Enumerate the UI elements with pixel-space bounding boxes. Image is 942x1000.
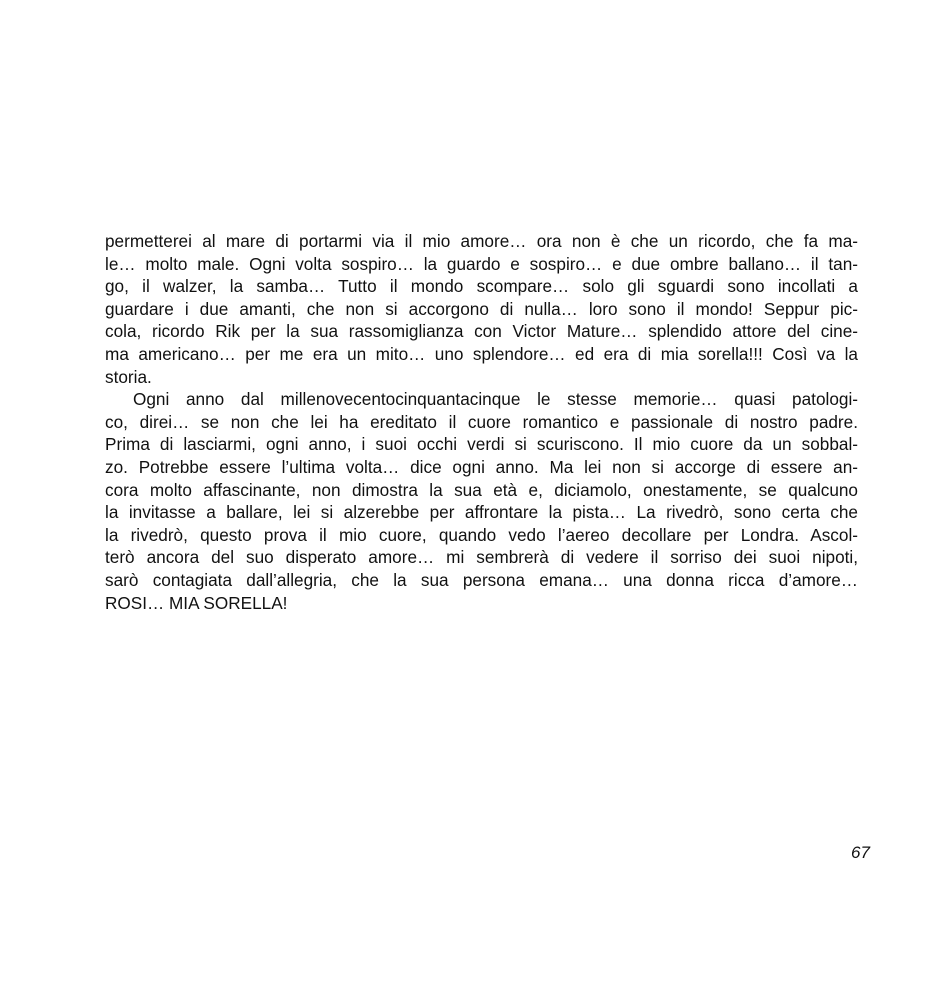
text-line: permetterei al mare di portarmi via il mio amore… ora non è che un ricordo, che fa ma- (105, 231, 858, 251)
text-line: Prima di lasciarmi, ogni anno, i suoi occhi verdi si scuriscono. Il mio cuore da un sobbal- (105, 434, 858, 455)
text-line: le… molto male. Ogni volta sospiro… la guardo e sospiro… e due ombre ballano… il tan- (105, 253, 858, 274)
text-line: la rivedrò, questo prova il mio cuore, quando vedo l’aereo decollare per Londra. Ascol- (105, 524, 858, 545)
text-line: storia. (105, 366, 152, 387)
text-line: sarò contagiata dall’allegria, che la sua persona emana… una donna ricca d’amore… (105, 569, 858, 590)
text-line: guardare i due amanti, che non si accorgono di nulla… loro sono il mondo! Seppur pic- (105, 298, 858, 319)
text-line: cola, ricordo Rik per la sua rassomiglianza con Victor Mature… splendido attore del cine- (105, 321, 858, 342)
text-line: ROSI… MIA SORELLA! (105, 592, 288, 613)
text-line: cora molto affascinante, non dimostra la sua età e, diciamolo, onestamente, se qualcuno (105, 479, 858, 500)
body-text (105, 230, 858, 614)
page-number: 67 (851, 843, 870, 862)
text-line: la invitasse a ballare, lei si alzerebbe per affrontare la pista… La rivedrò, sono certa che (105, 502, 858, 523)
text-line: co, direi… se non che lei ha ereditato il cuore romantico e passionale di nostro padre. (105, 411, 858, 432)
text-line: go, il walzer, la samba… Tutto il mondo scompare… solo gli sguardi sono incollati a (105, 276, 858, 297)
paragraph-first-line: Ogni anno dal millenovecentocinquantacinque le stesse memorie… quasi patologi- (133, 389, 858, 410)
text-line: ma americano… per me era un mito… uno splendore… ed era di mia sorella!!! Così va la (105, 343, 858, 364)
text-line: zo. Potrebbe essere l’ultima volta… dice ogni anno. Ma lei non si accorge di essere an- (105, 456, 858, 477)
text-line: terò ancora del suo disperato amore… mi sembrerà di vedere il sorriso dei suoi nipoti, (105, 547, 858, 568)
